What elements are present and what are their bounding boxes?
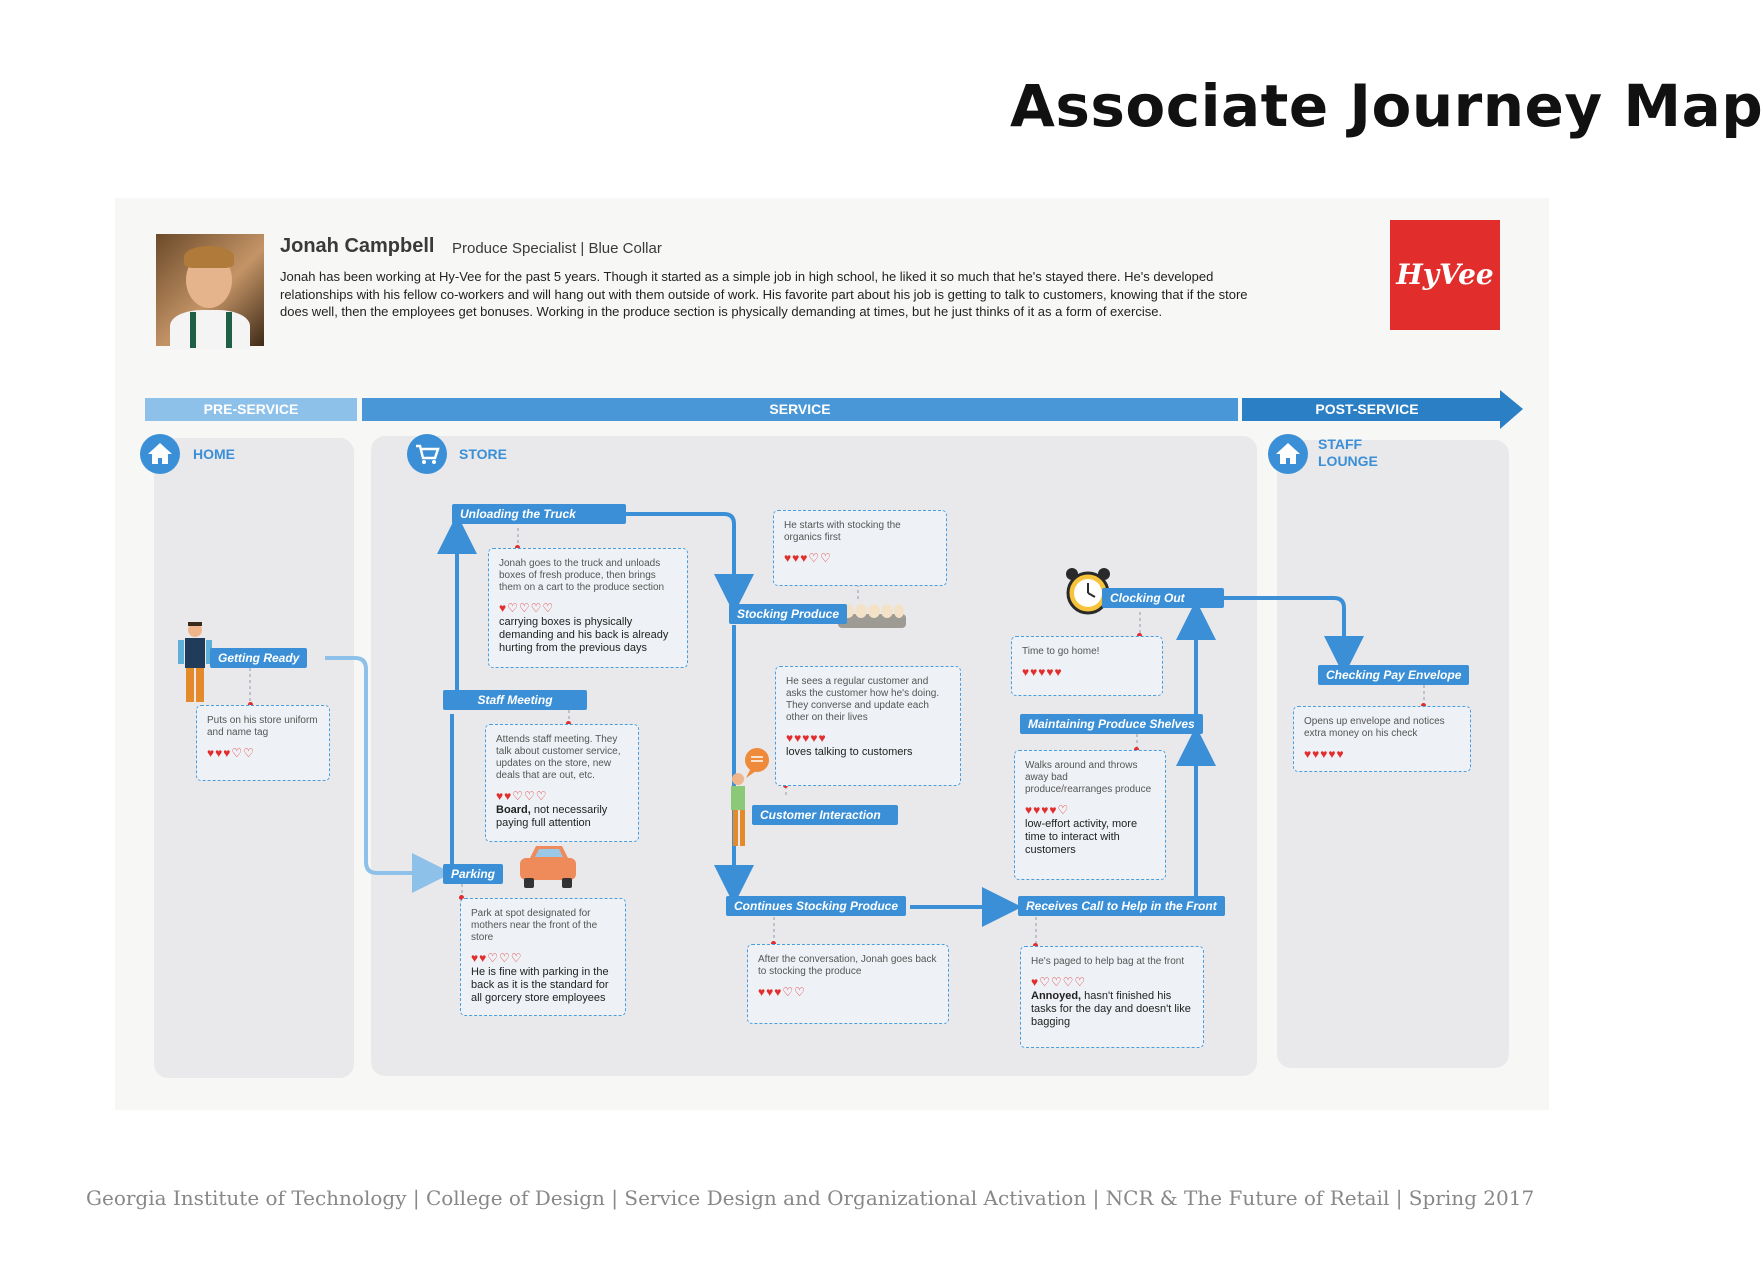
- note-parking: [460, 898, 626, 1016]
- rating-hearts: ♥♥♥♡♡: [207, 746, 255, 760]
- note-checking-pay-envelope: [1293, 706, 1471, 772]
- note-receives-call: [1020, 946, 1204, 1048]
- note-comment-bold: Annoyed,: [1031, 990, 1082, 1002]
- store-label: STORE: [459, 446, 507, 462]
- rating-hearts: ♥♥♥♥♡: [1025, 803, 1070, 817]
- step-getting-ready: Getting Ready: [210, 648, 307, 668]
- note-comment-bold: Board,: [496, 804, 531, 816]
- step-stocking-produce: Stocking Produce: [729, 604, 847, 624]
- step-unloading-the-truck: Unloading the Truck: [452, 504, 626, 524]
- home-label: HOME: [193, 446, 235, 462]
- associate-figure-icon: [731, 748, 769, 846]
- step-checking-pay-envelope: Checking Pay Envelope: [1318, 665, 1469, 685]
- note-text: After the conversation, Jonah goes back to stocking the produce: [758, 954, 937, 977]
- staff-lounge-label-line1: STAFF: [1318, 436, 1363, 452]
- persona-name: Jonah Campbell: [280, 235, 435, 257]
- rating-hearts: ♥♥♡♡♡: [496, 789, 548, 803]
- step-customer-interaction: Customer Interaction: [752, 805, 898, 825]
- note-comment: [1031, 990, 1193, 1029]
- step-clocking-out: Clocking Out: [1102, 588, 1224, 608]
- note-text: He sees a regular customer and asks the customer how he's doing. They converse and update each other on their lives: [786, 676, 940, 723]
- note-text: Opens up envelope and notices extra money on his check: [1304, 716, 1445, 739]
- logo-text: HyVee: [1396, 258, 1494, 291]
- step-receives-call: Receives Call to Help in the Front: [1018, 896, 1225, 916]
- step-maintaining-produce-shelves: Maintaining Produce Shelves: [1020, 714, 1203, 734]
- person-icon: [178, 622, 212, 702]
- note-customer-interaction: [775, 666, 961, 786]
- rating-hearts: ♥♡♡♡♡: [1031, 975, 1087, 989]
- note-text: Park at spot designated for mothers near the front of the store: [471, 908, 598, 943]
- note-text: Puts on his store uniform and name tag: [207, 715, 318, 738]
- note-comment: loves talking to customers: [786, 746, 913, 758]
- rating-hearts: ♥♥♥♡♡: [784, 551, 832, 565]
- rating-hearts: ♥♡♡♡♡: [499, 601, 555, 615]
- rating-hearts: ♥♥♥♥♥: [1304, 747, 1345, 761]
- step-staff-meeting: Staff Meeting: [443, 690, 587, 710]
- note-text: Time to go home!: [1022, 646, 1100, 657]
- rating-hearts: ♥♥♥♡♡: [758, 985, 806, 999]
- footer-credit: Georgia Institute of Technology | College of Design | Service Design and Organizational Activation | NCR & The Future of Retail | Spring 2017: [86, 1186, 1535, 1210]
- step-continues-stocking-produce: Continues Stocking Produce: [726, 896, 906, 916]
- note-continues-stocking-produce: [747, 944, 949, 1024]
- rating-hearts: ♥♥♡♡♡: [471, 951, 523, 965]
- note-comment-rest: not necessarily paying full attention: [496, 804, 608, 829]
- note-unloading-the-truck: [488, 548, 688, 668]
- note-maintaining-produce-shelves: [1014, 750, 1166, 880]
- egg-carton-icon: [838, 604, 906, 628]
- persona-bio: Jonah has been working at Hy-Vee for the past 5 years. Though it started as a simple job in high school, he liked it so much that he's stayed there. He's developed relationships with his fellow co-workers and will hang out with them outside of work. His favorite part about his job is getting to talk to customers, knowing that if the store does well, then the employees get bonuses. Working in the produce section is physically demanding at times, but he just thinks of it as a form of exercise.: [280, 269, 1248, 319]
- note-text: Attends staff meeting. They talk about customer service, updates on the store, new deals that are out, etc.: [496, 734, 621, 781]
- note-comment-rest: hasn't finished his tasks for the day and doesn't like bagging: [1031, 990, 1191, 1028]
- phase-service: SERVICE: [362, 398, 1238, 421]
- phase-post-service: POST-SERVICE: [1242, 398, 1492, 421]
- page-title: Associate Journey Map: [1010, 72, 1763, 140]
- persona-role: Produce Specialist | Blue Collar: [452, 240, 662, 257]
- note-getting-ready: [196, 705, 330, 781]
- note-comment: low-effort activity, more time to interact with customers: [1025, 818, 1138, 856]
- note-text: Jonah goes to the truck and unloads boxes of fresh produce, then brings them on a cart to the produce section: [499, 558, 665, 593]
- note-text: He starts with stocking the organics first: [784, 520, 901, 543]
- note-comment: [496, 804, 628, 830]
- step-parking: Parking: [443, 864, 503, 884]
- car-icon: [520, 846, 576, 888]
- note-clocking-out: [1011, 636, 1163, 696]
- rating-hearts: ♥♥♥♥♥: [1022, 665, 1063, 679]
- note-stocking-produce: [773, 510, 947, 586]
- note-text: Walks around and throws away bad produce/rearranges produce: [1025, 760, 1152, 795]
- note-comment: carrying boxes is physically demanding and his back is already hurting from the previous days: [499, 616, 669, 654]
- rating-hearts: ♥♥♥♥♥: [786, 731, 827, 745]
- phase-pre-service: PRE-SERVICE: [145, 398, 357, 421]
- note-staff-meeting: [485, 724, 639, 842]
- staff-lounge-label-line2: LOUNGE: [1318, 453, 1378, 469]
- note-comment: He is fine with parking in the back as it is the standard for all gorcery store employees: [471, 966, 609, 1004]
- note-text: He's paged to help bag at the front: [1031, 956, 1185, 967]
